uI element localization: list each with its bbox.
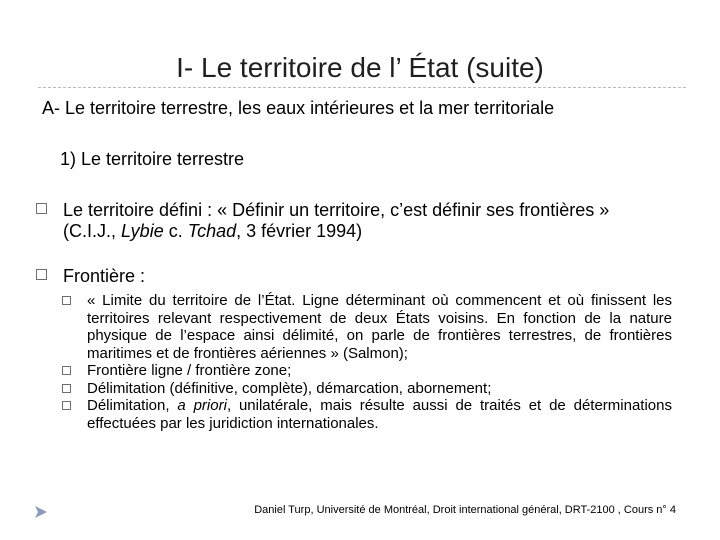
square-bullet-icon <box>62 296 71 305</box>
section-heading: A- Le territoire terrestre, les eaux intérieures et la mer territoriale <box>42 98 555 118</box>
bullet-line2-prefix: (C.I.J., <box>63 221 121 241</box>
sub-bullet-italic: a priori <box>177 397 227 414</box>
title-divider <box>38 87 686 88</box>
sub-bullet-item <box>62 292 672 362</box>
sub-bullet-prefix: Délimitation, <box>87 397 178 414</box>
sub-bullet-text: « Limite du territoire de l’État. Ligne déterminant où commencent et où finissent les territoires relevant respectivement de deux États voisins. En fonction de la nature physique de l’espace ainsi délimité, on parle de frontières terrestres, de frontières maritimes et de frontières aériennes » (Salmon); <box>87 292 672 362</box>
sub-bullet-suffix: , unilatérale, mais résulte aussi de traités et de déterminations effectuées par les juridiction internationales. <box>87 397 672 432</box>
bullet-item-territoire <box>36 200 676 242</box>
sub-bullet-text: Frontière ligne / frontière zone; <box>87 362 292 379</box>
case-party-lybie: Lybie <box>121 221 164 241</box>
slide-footer: Daniel Turp, Université de Montréal, Droit international général, DRT-2100 , Cours n° 4 <box>254 504 676 516</box>
square-bullet-icon <box>36 269 47 280</box>
bullet-line1: Le territoire défini : « Définir un territoire, c’est définir ses frontières » <box>63 200 610 220</box>
bullet-text: Frontière : <box>63 266 146 286</box>
square-bullet-icon <box>62 384 71 393</box>
square-bullet-icon <box>62 366 71 375</box>
case-party-tchad: Tchad <box>187 221 237 241</box>
nav-arrow-icon[interactable] <box>34 505 48 519</box>
bullet-item-frontiere <box>36 266 676 287</box>
square-bullet-icon <box>62 401 71 410</box>
square-bullet-icon <box>36 203 47 214</box>
bullet-line2-mid: c. <box>163 221 188 241</box>
slide-title: I- Le territoire de l’ État (suite) <box>176 52 544 83</box>
bullet-line2-suffix: , 3 février 1994) <box>236 221 363 241</box>
sub-bullet-list <box>62 292 672 432</box>
sub-bullet-item <box>62 397 672 432</box>
sub-bullet-item <box>62 362 672 380</box>
bullet-text <box>63 200 676 242</box>
subsection-heading: 1) Le territoire terrestre <box>60 149 245 169</box>
sub-bullet-item <box>62 380 672 398</box>
sub-bullet-text: Délimitation (définitive, complète), démarcation, abornement; <box>87 379 492 397</box>
